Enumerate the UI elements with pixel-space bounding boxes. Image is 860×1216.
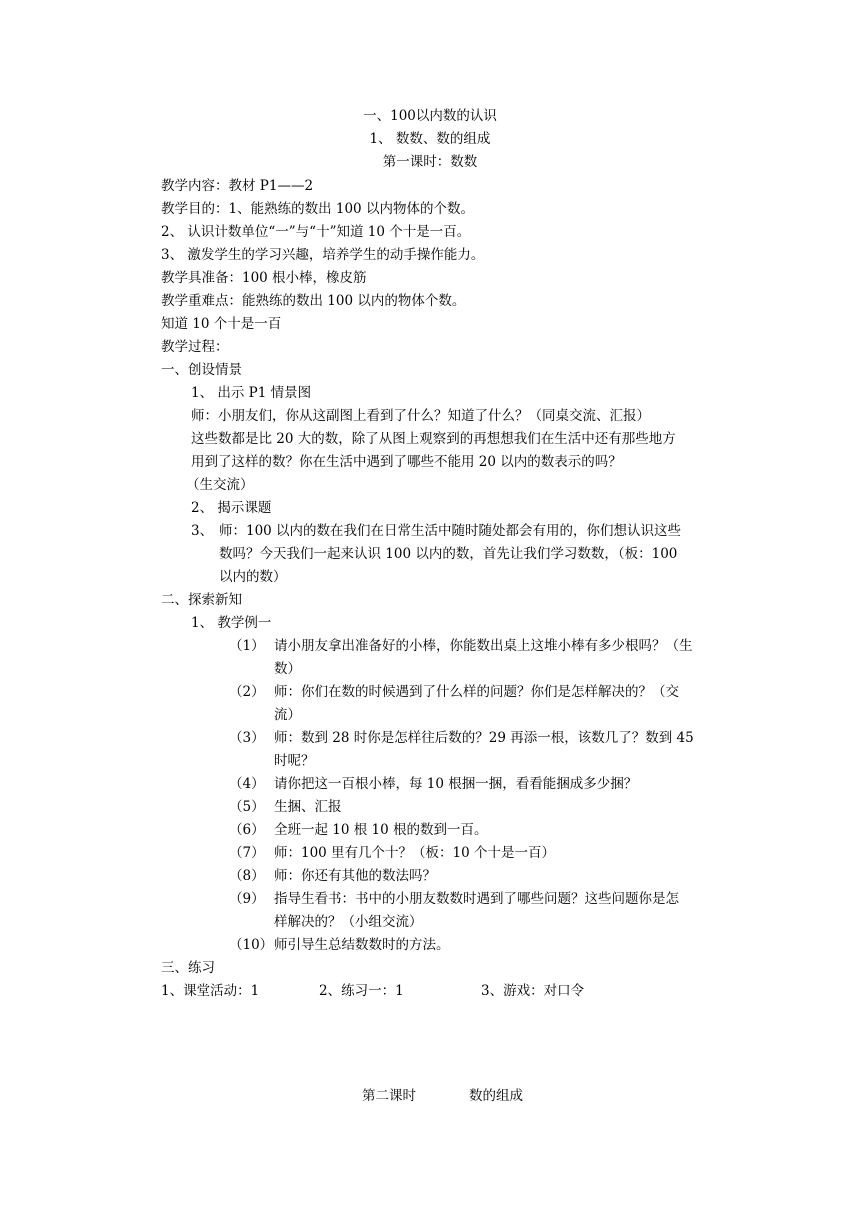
step-text: 师：100 里有几个十？（板：10 个十是一百） bbox=[274, 845, 556, 861]
part2-heading: 二、探索新知 bbox=[161, 592, 242, 608]
unit-title: 一、100以内数的认识 bbox=[363, 108, 497, 124]
teaching-content: 教学内容：教材 P1——2 bbox=[161, 178, 314, 194]
part1-text-line-b: 用到了这样的数？你在生活中遇到了哪些不能用 20 以内的数表示的吗？ bbox=[191, 454, 622, 470]
step-text: 数） bbox=[274, 661, 301, 677]
exercise-2: 2、练习一：1 bbox=[319, 983, 404, 999]
part3-heading: 三、练习 bbox=[161, 960, 215, 976]
step-text: 生捆、汇报 bbox=[274, 799, 342, 815]
teaching-prep: 教学具准备：100 根小棒，橡皮筋 bbox=[161, 270, 367, 286]
step-number: （9） bbox=[229, 891, 265, 907]
part1-heading: 一、创设情景 bbox=[161, 362, 242, 378]
teaching-key-points-2: 知道 10 个十是一百 bbox=[161, 316, 282, 332]
teaching-process-label: 教学过程： bbox=[161, 339, 229, 355]
lesson2-topic: 数的组成 bbox=[469, 1088, 523, 1104]
step-text: 指导生看书：书中的小朋友数数时遇到了哪些问题？这些问题你是怎 bbox=[274, 891, 679, 907]
teaching-goal-3: 3、 激发学生的学习兴趣，培养学生的动手操作能力。 bbox=[161, 247, 485, 263]
step-number: （10） bbox=[229, 937, 274, 953]
part1-item-1: 1、 出示 P1 情景图 bbox=[191, 385, 312, 401]
part2-item-1: 1、 教学例一 bbox=[191, 615, 272, 631]
part1-item-3-number: 3、 bbox=[191, 523, 214, 539]
exercise-1: 1、课堂活动：1 bbox=[161, 983, 260, 999]
step-text: 师：你还有其他的数法吗？ bbox=[274, 868, 436, 884]
step-text: 全班一起 10 根 10 根的数到一百。 bbox=[274, 822, 488, 838]
step-number: （2） bbox=[229, 684, 265, 700]
part1-item-2: 2、 揭示课题 bbox=[191, 500, 272, 516]
section-title: 1、 数数、数的组成 bbox=[369, 131, 491, 147]
part1-item-3-line-a: 师：100 以内的数在我们在日常生活中随时随处都会有用的，你们想认识这些 bbox=[219, 523, 682, 539]
part1-item-3-line-b: 数吗？今天我们一起来认识 100 以内的数，首先让我们学习数数，（板：100 bbox=[219, 546, 678, 562]
step-number: （1） bbox=[229, 638, 265, 654]
step-text: 样解决的？（小组交流） bbox=[274, 914, 423, 930]
step-text: 师：你们在数的时候遇到了什么样的问题？你们是怎样解决的？（交 bbox=[274, 684, 679, 700]
step-text: 请小朋友拿出准备好的小棒，你能数出桌上这堆小棒有多少根吗？（生 bbox=[274, 638, 693, 654]
part1-teacher-line: 师：小朋友们，你从这副图上看到了什么？知道了什么？（同桌交流、汇报） bbox=[191, 408, 650, 424]
part1-text-line-a: 这些数都是比 20 大的数，除了从图上观察到的再想想我们在生活中还有那些地方 bbox=[191, 431, 676, 447]
step-number: （6） bbox=[229, 822, 265, 838]
step-number: （3） bbox=[229, 730, 265, 746]
part1-item-3-line-c: 以内的数） bbox=[219, 569, 287, 585]
part1-text-line-c: （生交流） bbox=[186, 477, 254, 493]
teaching-goal-1: 教学目的：1、能熟练的数出 100 以内物体的个数。 bbox=[161, 201, 474, 217]
step-text: 时呢？ bbox=[274, 753, 315, 769]
step-text: 流） bbox=[274, 707, 301, 723]
lesson-title: 第一课时：数数 bbox=[382, 154, 478, 170]
step-text: 师：数到 28 时你是怎样往后数的？29 再添一根，该数几了？数到 45 bbox=[274, 730, 694, 746]
teaching-goal-2: 2、 认识计数单位“一”与“十”知道 10 个十是一百。 bbox=[161, 224, 471, 240]
step-number: （4） bbox=[229, 776, 265, 792]
step-number: （5） bbox=[229, 799, 265, 815]
teaching-key-points: 教学重难点：能熟练的数出 100 以内的物体个数。 bbox=[161, 293, 466, 309]
step-number: （8） bbox=[229, 868, 265, 884]
step-text: 请你把这一百根小棒，每 10 根捆一捆，看看能捆成多少捆？ bbox=[274, 776, 638, 792]
lesson2-label: 第二课时 bbox=[362, 1088, 416, 1104]
step-number: （7） bbox=[229, 845, 265, 861]
exercise-3: 3、游戏：对口令 bbox=[481, 983, 585, 999]
step-text: 师引导生总结数数时的方法。 bbox=[274, 937, 450, 953]
